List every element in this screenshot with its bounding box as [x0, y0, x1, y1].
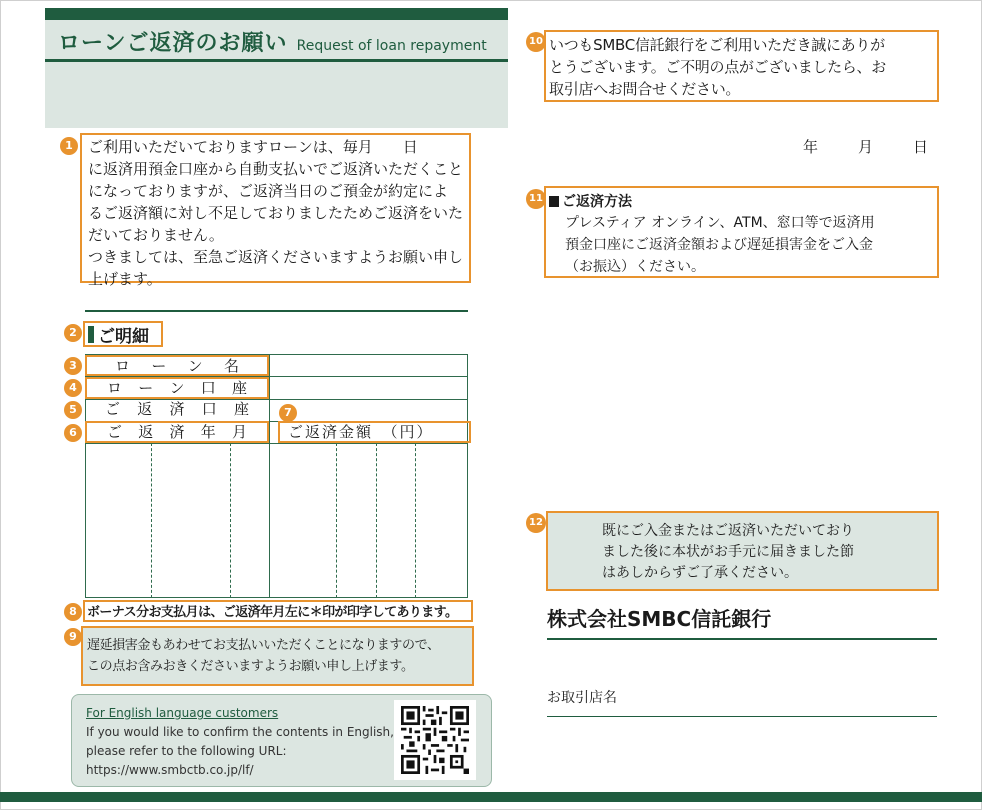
char: ン: [187, 357, 203, 375]
char: 済: [169, 423, 185, 441]
char: 口: [201, 400, 217, 418]
bonus-note-box: [83, 600, 473, 622]
label-repay-month: [85, 421, 269, 443]
callout-12: 12: [526, 513, 546, 533]
notice-line: だいておりません。: [88, 226, 224, 244]
details-heading-box: [83, 321, 163, 347]
char: 返: [138, 423, 154, 441]
callout-1: 1: [60, 137, 78, 155]
notice-line: つきましては、至急ご返済くださいますようお願い申し: [88, 248, 464, 266]
col-dash: [376, 443, 377, 598]
col-dash: [151, 443, 152, 598]
heading-marker: [88, 326, 94, 343]
char: ご: [107, 423, 123, 441]
notice-line: るご返済額に対し不足しておりましたためご返済をいた: [88, 204, 464, 222]
english-url-link[interactable]: https://www.smbctb.co.jp/lf/: [86, 763, 254, 777]
method-box: [544, 186, 939, 278]
row-line: [85, 443, 468, 444]
callout-11: 11: [526, 189, 546, 209]
top-green-bar: [45, 8, 508, 20]
already-paid-line: ました後に本状がお手元に届きました節: [602, 544, 854, 560]
notice-line: ご利用いただいておりますローンは、毎月 日: [88, 138, 418, 156]
amount-label: ご返済金額 （円）: [288, 423, 434, 441]
char: 返: [137, 400, 153, 418]
method-line: 預金口座にご返済金額および遅延損害金をご入金: [565, 237, 873, 253]
english-line: please refer to the following URL:: [86, 744, 287, 758]
method-line: （お振込）ください。: [565, 259, 705, 275]
callout-4: 4: [64, 379, 82, 397]
col-dash: [415, 443, 416, 598]
section-divider: [85, 310, 468, 312]
thanks-box: [544, 30, 939, 102]
header-rule: [45, 59, 508, 62]
method-heading-row: [549, 190, 937, 212]
already-paid-line: 既にご入金またはご返済いただいており: [602, 523, 854, 539]
label-loan-account: [85, 377, 269, 399]
english-title: For English language customers: [86, 706, 279, 720]
char: 座: [233, 400, 249, 418]
qr-code-icon[interactable]: [394, 700, 476, 780]
char: 月: [231, 423, 247, 441]
thanks-line: いつもSMBC信託銀行をご利用いただき誠にありが: [549, 36, 885, 54]
title-jp: ローンご返済のお願い: [58, 31, 288, 56]
char: 年: [200, 423, 216, 441]
branch-rule: [547, 716, 937, 717]
details-heading: ご明細: [98, 326, 149, 347]
callout-8: 8: [64, 603, 82, 621]
notice-line: に返済用預金口座から自動支払いでご返済いただくこと: [88, 160, 464, 178]
char: ー: [151, 357, 167, 375]
callout-10: 10: [526, 32, 546, 52]
char: ー: [138, 379, 154, 397]
method-line: プレスティア オンライン、ATM、窓口等で返済用: [565, 215, 875, 231]
char: ン: [169, 379, 185, 397]
char: 座: [231, 379, 247, 397]
penalty-note-box: [81, 626, 474, 686]
title-en: Request of loan repayment: [296, 38, 487, 54]
char: 名: [223, 357, 239, 375]
label-repay-amount: [278, 421, 471, 443]
notice-line: になっておりますが、ご返済当日のご預金が約定によ: [88, 182, 449, 200]
bottom-green-bar: [0, 792, 982, 802]
callout-3: 3: [64, 357, 82, 375]
branch-label: お取引店名: [547, 690, 617, 706]
thanks-line: とうございます。ご不明の点がございましたら、お: [549, 58, 886, 76]
label-repay-account: [85, 400, 269, 421]
method-heading: ご返済方法: [562, 194, 632, 210]
month-label: 月: [857, 138, 873, 156]
date-fields: [803, 136, 928, 157]
heading-marker: [549, 196, 559, 207]
col-dash: [336, 443, 337, 598]
callout-2: 2: [64, 324, 82, 342]
bonus-note: ボーナス分お支払月は、ご返済年月左に＊印が印字してあります。: [87, 605, 458, 620]
callout-9: 9: [64, 628, 82, 646]
penalty-line: 遅延損害金もあわせてお支払いいただくことになりますので、: [87, 638, 440, 653]
char: ロ: [107, 379, 123, 397]
char: 口: [200, 379, 216, 397]
callout-5: 5: [64, 401, 82, 419]
notice-line: 上げます。: [88, 270, 162, 288]
page-title: [58, 26, 487, 57]
bank-name: 株式会社SMBC信託銀行: [547, 607, 772, 631]
bank-name-rule: [547, 638, 937, 640]
thanks-line: 取引店へお問合せください。: [549, 80, 741, 98]
already-paid-line: はあしからずご了承ください。: [602, 565, 798, 581]
callout-7: 7: [279, 404, 297, 422]
char: 済: [169, 400, 185, 418]
col-dash: [230, 443, 231, 598]
char: ご: [105, 400, 121, 418]
char: ロ: [115, 357, 131, 375]
col-line: [269, 354, 270, 598]
label-loan-name: [85, 355, 269, 376]
penalty-line: この点お含みおきくださいますようお願い申し上げます。: [87, 659, 414, 674]
callout-6: 6: [64, 424, 82, 442]
year-label: 年: [803, 138, 819, 156]
day-label: 日: [912, 138, 928, 156]
english-line: If you would like to confirm the contents in English,: [86, 725, 394, 739]
notice-box: [80, 133, 471, 288]
already-paid-box: [546, 511, 939, 591]
